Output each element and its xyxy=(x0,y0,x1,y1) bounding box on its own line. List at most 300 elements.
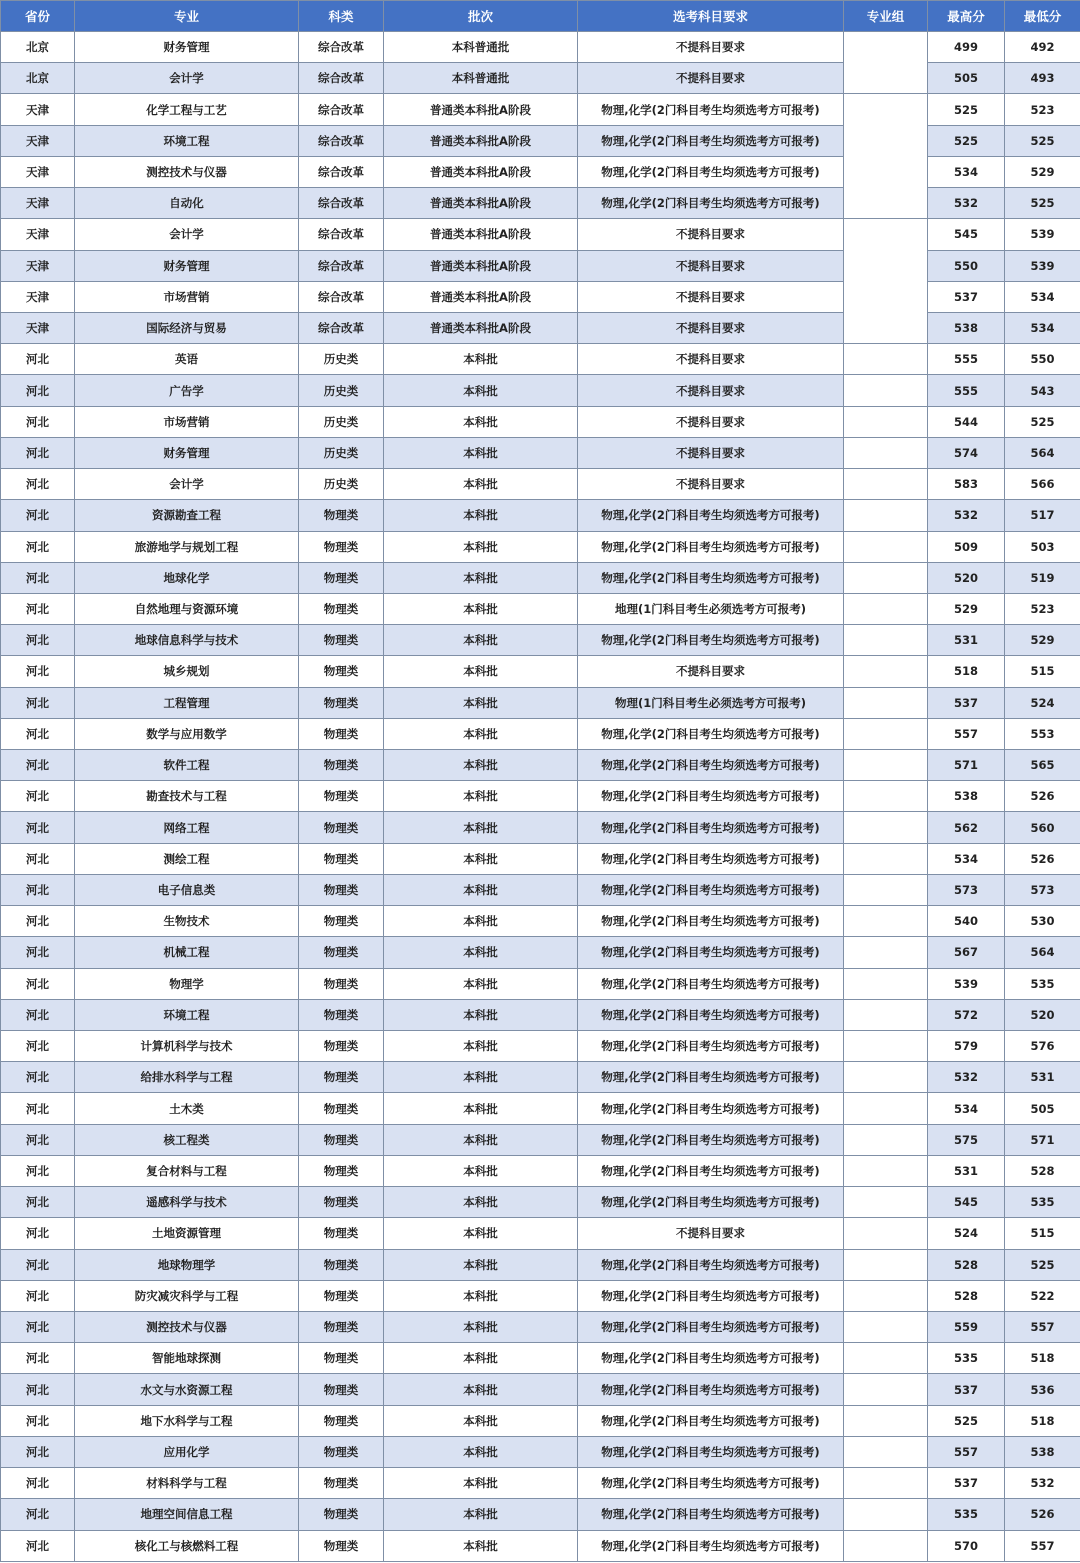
cell-subject-requirement: 不提科目要求 xyxy=(578,469,844,500)
header-min-score: 最低分 xyxy=(1005,1,1080,32)
cell-min-score: 573 xyxy=(1005,874,1080,905)
cell-province: 天津 xyxy=(1,312,75,343)
cell-major: 会计学 xyxy=(75,63,299,94)
cell-subject-requirement: 物理,化学(2门科目考生均须选考方可报考) xyxy=(578,1093,844,1124)
cell-major: 电子信息类 xyxy=(75,874,299,905)
cell-max-score: 567 xyxy=(928,937,1005,968)
cell-batch: 本科批 xyxy=(384,1374,578,1405)
header-province: 省份 xyxy=(1,1,75,32)
cell-subject-requirement: 不提科目要求 xyxy=(578,344,844,375)
cell-max-score: 531 xyxy=(928,625,1005,656)
cell-subject-requirement: 物理,化学(2门科目考生均须选考方可报考) xyxy=(578,1249,844,1280)
cell-min-score: 539 xyxy=(1005,219,1080,250)
cell-category: 综合改革 xyxy=(299,219,384,250)
cell-min-score: 535 xyxy=(1005,968,1080,999)
cell-min-score: 530 xyxy=(1005,906,1080,937)
table-row xyxy=(1,656,1080,687)
cell-batch: 普通类本科批A阶段 xyxy=(384,250,578,281)
cell-major: 自然地理与资源环境 xyxy=(75,593,299,624)
cell-category: 物理类 xyxy=(299,1062,384,1093)
cell-max-score: 534 xyxy=(928,156,1005,187)
cell-batch: 本科普通批 xyxy=(384,63,578,94)
cell-category: 综合改革 xyxy=(299,250,384,281)
cell-subject-requirement: 不提科目要求 xyxy=(578,1218,844,1249)
cell-max-score: 537 xyxy=(928,1468,1005,1499)
cell-batch: 普通类本科批A阶段 xyxy=(384,94,578,125)
cell-major: 化学工程与工艺 xyxy=(75,94,299,125)
cell-major-group xyxy=(844,1499,928,1530)
table-row xyxy=(1,1311,1080,1342)
cell-batch: 本科批 xyxy=(384,781,578,812)
cell-province: 河北 xyxy=(1,437,75,468)
header-major-group: 专业组 xyxy=(844,1,928,32)
cell-major: 软件工程 xyxy=(75,750,299,781)
table-row xyxy=(1,1155,1080,1186)
cell-major: 城乡规划 xyxy=(75,656,299,687)
cell-major-group xyxy=(844,937,928,968)
cell-major: 市场营销 xyxy=(75,406,299,437)
table-row xyxy=(1,999,1080,1030)
cell-category: 综合改革 xyxy=(299,281,384,312)
cell-major: 自动化 xyxy=(75,188,299,219)
cell-major-group xyxy=(844,656,928,687)
cell-batch: 本科批 xyxy=(384,1093,578,1124)
cell-major: 给排水科学与工程 xyxy=(75,1062,299,1093)
cell-min-score: 576 xyxy=(1005,1031,1080,1062)
cell-batch: 本科批 xyxy=(384,406,578,437)
table-row xyxy=(1,1405,1080,1436)
cell-subject-requirement: 物理,化学(2门科目考生均须选考方可报考) xyxy=(578,531,844,562)
cell-major: 广告学 xyxy=(75,375,299,406)
cell-category: 历史类 xyxy=(299,344,384,375)
cell-category: 物理类 xyxy=(299,593,384,624)
cell-min-score: 505 xyxy=(1005,1093,1080,1124)
cell-province: 河北 xyxy=(1,1187,75,1218)
cell-min-score: 564 xyxy=(1005,437,1080,468)
cell-major-group xyxy=(844,1468,928,1499)
cell-max-score: 535 xyxy=(928,1499,1005,1530)
cell-major: 地下水科学与工程 xyxy=(75,1405,299,1436)
cell-major-group xyxy=(844,1093,928,1124)
cell-major: 应用化学 xyxy=(75,1436,299,1467)
cell-subject-requirement: 不提科目要求 xyxy=(578,375,844,406)
cell-province: 北京 xyxy=(1,32,75,63)
cell-subject-requirement: 物理,化学(2门科目考生均须选考方可报考) xyxy=(578,625,844,656)
cell-batch: 本科批 xyxy=(384,625,578,656)
cell-min-score: 532 xyxy=(1005,1468,1080,1499)
cell-subject-requirement: 物理,化学(2门科目考生均须选考方可报考) xyxy=(578,906,844,937)
cell-subject-requirement: 物理,化学(2门科目考生均须选考方可报考) xyxy=(578,750,844,781)
cell-subject-requirement: 不提科目要求 xyxy=(578,32,844,63)
cell-batch: 普通类本科批A阶段 xyxy=(384,281,578,312)
cell-min-score: 539 xyxy=(1005,250,1080,281)
cell-subject-requirement: 物理,化学(2门科目考生均须选考方可报考) xyxy=(578,188,844,219)
cell-batch: 本科批 xyxy=(384,1468,578,1499)
cell-major: 数学与应用数学 xyxy=(75,718,299,749)
cell-province: 河北 xyxy=(1,469,75,500)
cell-batch: 普通类本科批A阶段 xyxy=(384,156,578,187)
cell-subject-requirement: 物理,化学(2门科目考生均须选考方可报考) xyxy=(578,562,844,593)
table-row xyxy=(1,718,1080,749)
cell-major: 土木类 xyxy=(75,1093,299,1124)
cell-batch: 普通类本科批A阶段 xyxy=(384,312,578,343)
cell-major-group xyxy=(844,406,928,437)
cell-subject-requirement: 物理,化学(2门科目考生均须选考方可报考) xyxy=(578,1155,844,1186)
cell-category: 物理类 xyxy=(299,1468,384,1499)
cell-subject-requirement: 物理,化学(2门科目考生均须选考方可报考) xyxy=(578,94,844,125)
cell-min-score: 531 xyxy=(1005,1062,1080,1093)
cell-province: 河北 xyxy=(1,656,75,687)
table-row xyxy=(1,1249,1080,1280)
cell-major: 会计学 xyxy=(75,219,299,250)
cell-category: 历史类 xyxy=(299,375,384,406)
cell-subject-requirement: 物理,化学(2门科目考生均须选考方可报考) xyxy=(578,125,844,156)
cell-min-score: 534 xyxy=(1005,312,1080,343)
header-max-score: 最高分 xyxy=(928,1,1005,32)
cell-major: 地球化学 xyxy=(75,562,299,593)
cell-min-score: 571 xyxy=(1005,1124,1080,1155)
cell-subject-requirement: 不提科目要求 xyxy=(578,406,844,437)
table-row xyxy=(1,593,1080,624)
cell-batch: 本科批 xyxy=(384,1155,578,1186)
cell-max-score: 571 xyxy=(928,750,1005,781)
cell-batch: 本科批 xyxy=(384,562,578,593)
table-row xyxy=(1,687,1080,718)
cell-subject-requirement: 物理,化学(2门科目考生均须选考方可报考) xyxy=(578,1374,844,1405)
cell-batch: 本科批 xyxy=(384,1249,578,1280)
cell-major: 财务管理 xyxy=(75,437,299,468)
cell-batch: 本科批 xyxy=(384,718,578,749)
cell-batch: 本科批 xyxy=(384,1031,578,1062)
cell-major: 计算机科学与技术 xyxy=(75,1031,299,1062)
cell-batch: 本科批 xyxy=(384,1124,578,1155)
cell-major-group xyxy=(844,1405,928,1436)
table-row xyxy=(1,750,1080,781)
cell-category: 物理类 xyxy=(299,750,384,781)
cell-batch: 本科批 xyxy=(384,375,578,406)
cell-major: 物理学 xyxy=(75,968,299,999)
cell-major: 勘查技术与工程 xyxy=(75,781,299,812)
cell-min-score: 528 xyxy=(1005,1155,1080,1186)
cell-province: 天津 xyxy=(1,156,75,187)
cell-province: 河北 xyxy=(1,500,75,531)
cell-max-score: 570 xyxy=(928,1530,1005,1561)
cell-major: 旅游地学与规划工程 xyxy=(75,531,299,562)
cell-max-score: 562 xyxy=(928,812,1005,843)
cell-major: 市场营销 xyxy=(75,281,299,312)
cell-category: 物理类 xyxy=(299,843,384,874)
cell-min-score: 557 xyxy=(1005,1530,1080,1561)
cell-max-score: 555 xyxy=(928,375,1005,406)
cell-max-score: 573 xyxy=(928,874,1005,905)
cell-major: 遥感科学与技术 xyxy=(75,1187,299,1218)
cell-max-score: 555 xyxy=(928,344,1005,375)
table-row xyxy=(1,469,1080,500)
cell-category: 历史类 xyxy=(299,469,384,500)
cell-min-score: 515 xyxy=(1005,656,1080,687)
cell-min-score: 560 xyxy=(1005,812,1080,843)
cell-max-score: 537 xyxy=(928,687,1005,718)
cell-max-score: 538 xyxy=(928,312,1005,343)
cell-province: 河北 xyxy=(1,999,75,1030)
cell-subject-requirement: 不提科目要求 xyxy=(578,281,844,312)
cell-province: 河北 xyxy=(1,1468,75,1499)
cell-max-score: 575 xyxy=(928,1124,1005,1155)
table-row xyxy=(1,843,1080,874)
cell-max-score: 518 xyxy=(928,656,1005,687)
cell-province: 河北 xyxy=(1,1062,75,1093)
cell-category: 物理类 xyxy=(299,1311,384,1342)
header-batch: 批次 xyxy=(384,1,578,32)
cell-batch: 本科批 xyxy=(384,843,578,874)
cell-major-group xyxy=(844,781,928,812)
cell-major: 土地资源管理 xyxy=(75,1218,299,1249)
table-row xyxy=(1,1530,1080,1561)
cell-max-score: 525 xyxy=(928,1405,1005,1436)
cell-batch: 本科批 xyxy=(384,812,578,843)
cell-category: 物理类 xyxy=(299,1093,384,1124)
table-row xyxy=(1,375,1080,406)
cell-max-score: 538 xyxy=(928,781,1005,812)
cell-province: 河北 xyxy=(1,1374,75,1405)
cell-major: 地理空间信息工程 xyxy=(75,1499,299,1530)
cell-max-score: 499 xyxy=(928,32,1005,63)
cell-min-score: 520 xyxy=(1005,999,1080,1030)
cell-batch: 本科批 xyxy=(384,750,578,781)
cell-major-group xyxy=(844,1280,928,1311)
cell-subject-requirement: 物理,化学(2门科目考生均须选考方可报考) xyxy=(578,1280,844,1311)
cell-subject-requirement: 物理,化学(2门科目考生均须选考方可报考) xyxy=(578,999,844,1030)
cell-batch: 本科批 xyxy=(384,1218,578,1249)
cell-major: 资源勘查工程 xyxy=(75,500,299,531)
cell-min-score: 566 xyxy=(1005,469,1080,500)
table-row xyxy=(1,968,1080,999)
cell-category: 物理类 xyxy=(299,625,384,656)
cell-batch: 本科批 xyxy=(384,437,578,468)
table-row xyxy=(1,1218,1080,1249)
cell-batch: 本科批 xyxy=(384,999,578,1030)
cell-batch: 本科批 xyxy=(384,1062,578,1093)
cell-batch: 本科批 xyxy=(384,937,578,968)
cell-subject-requirement: 不提科目要求 xyxy=(578,219,844,250)
cell-province: 河北 xyxy=(1,1155,75,1186)
cell-major: 网络工程 xyxy=(75,812,299,843)
cell-min-score: 550 xyxy=(1005,344,1080,375)
cell-category: 物理类 xyxy=(299,874,384,905)
table-row xyxy=(1,1499,1080,1530)
cell-subject-requirement: 物理,化学(2门科目考生均须选考方可报考) xyxy=(578,968,844,999)
cell-province: 河北 xyxy=(1,1405,75,1436)
table-row xyxy=(1,906,1080,937)
cell-batch: 普通类本科批A阶段 xyxy=(384,188,578,219)
cell-subject-requirement: 地理(1门科目考生必须选考方可报考) xyxy=(578,593,844,624)
table-row xyxy=(1,874,1080,905)
cell-province: 河北 xyxy=(1,1031,75,1062)
cell-province: 河北 xyxy=(1,812,75,843)
cell-min-score: 503 xyxy=(1005,531,1080,562)
cell-min-score: 515 xyxy=(1005,1218,1080,1249)
cell-subject-requirement: 物理,化学(2门科目考生均须选考方可报考) xyxy=(578,812,844,843)
cell-min-score: 492 xyxy=(1005,32,1080,63)
cell-max-score: 534 xyxy=(928,1093,1005,1124)
header-subject-requirement: 选考科目要求 xyxy=(578,1,844,32)
cell-subject-requirement: 物理,化学(2门科目考生均须选考方可报考) xyxy=(578,781,844,812)
cell-subject-requirement: 物理,化学(2门科目考生均须选考方可报考) xyxy=(578,1187,844,1218)
cell-max-score: 545 xyxy=(928,219,1005,250)
cell-batch: 普通类本科批A阶段 xyxy=(384,125,578,156)
cell-major-group xyxy=(844,1530,928,1561)
cell-major-group xyxy=(844,1155,928,1186)
cell-category: 物理类 xyxy=(299,1343,384,1374)
cell-batch: 本科批 xyxy=(384,968,578,999)
table-row xyxy=(1,531,1080,562)
cell-major: 测控技术与仪器 xyxy=(75,156,299,187)
cell-min-score: 557 xyxy=(1005,1311,1080,1342)
cell-min-score: 543 xyxy=(1005,375,1080,406)
cell-subject-requirement: 不提科目要求 xyxy=(578,250,844,281)
cell-major-group xyxy=(844,999,928,1030)
cell-province: 河北 xyxy=(1,1280,75,1311)
cell-category: 物理类 xyxy=(299,687,384,718)
cell-province: 天津 xyxy=(1,281,75,312)
cell-major: 英语 xyxy=(75,344,299,375)
cell-province: 河北 xyxy=(1,843,75,874)
cell-batch: 本科批 xyxy=(384,1343,578,1374)
cell-max-score: 559 xyxy=(928,1311,1005,1342)
table-row xyxy=(1,406,1080,437)
cell-min-score: 519 xyxy=(1005,562,1080,593)
cell-category: 综合改革 xyxy=(299,94,384,125)
table-row xyxy=(1,32,1080,63)
table-row xyxy=(1,219,1080,250)
cell-province: 河北 xyxy=(1,1499,75,1530)
cell-major-group xyxy=(844,1311,928,1342)
cell-major-group xyxy=(844,437,928,468)
cell-category: 历史类 xyxy=(299,437,384,468)
cell-category: 物理类 xyxy=(299,1280,384,1311)
cell-min-score: 529 xyxy=(1005,156,1080,187)
cell-subject-requirement: 物理,化学(2门科目考生均须选考方可报考) xyxy=(578,1031,844,1062)
cell-max-score: 544 xyxy=(928,406,1005,437)
cell-max-score: 532 xyxy=(928,500,1005,531)
cell-major-group xyxy=(844,968,928,999)
cell-max-score: 572 xyxy=(928,999,1005,1030)
cell-major-group xyxy=(844,344,928,375)
cell-max-score: 535 xyxy=(928,1343,1005,1374)
cell-province: 天津 xyxy=(1,94,75,125)
cell-batch: 本科批 xyxy=(384,1499,578,1530)
cell-min-score: 529 xyxy=(1005,625,1080,656)
cell-subject-requirement: 物理,化学(2门科目考生均须选考方可报考) xyxy=(578,1124,844,1155)
cell-category: 物理类 xyxy=(299,1436,384,1467)
cell-min-score: 517 xyxy=(1005,500,1080,531)
cell-major: 财务管理 xyxy=(75,250,299,281)
cell-province: 河北 xyxy=(1,344,75,375)
cell-category: 物理类 xyxy=(299,937,384,968)
cell-province: 河北 xyxy=(1,781,75,812)
table-row xyxy=(1,562,1080,593)
table-row xyxy=(1,1468,1080,1499)
cell-province: 河北 xyxy=(1,1249,75,1280)
cell-min-score: 553 xyxy=(1005,718,1080,749)
cell-category: 物理类 xyxy=(299,1374,384,1405)
cell-max-score: 557 xyxy=(928,1436,1005,1467)
cell-max-score: 505 xyxy=(928,63,1005,94)
cell-category: 物理类 xyxy=(299,1530,384,1561)
cell-category: 综合改革 xyxy=(299,188,384,219)
cell-major-group xyxy=(844,1187,928,1218)
cell-province: 河北 xyxy=(1,1218,75,1249)
cell-major-group xyxy=(844,219,928,344)
cell-min-score: 536 xyxy=(1005,1374,1080,1405)
cell-max-score: 520 xyxy=(928,562,1005,593)
cell-max-score: 525 xyxy=(928,94,1005,125)
cell-major-group xyxy=(844,593,928,624)
cell-major: 防灾减灾科学与工程 xyxy=(75,1280,299,1311)
cell-min-score: 526 xyxy=(1005,781,1080,812)
cell-major: 材料科学与工程 xyxy=(75,1468,299,1499)
cell-province: 河北 xyxy=(1,718,75,749)
cell-max-score: 509 xyxy=(928,531,1005,562)
cell-major: 测控技术与仪器 xyxy=(75,1311,299,1342)
cell-category: 物理类 xyxy=(299,500,384,531)
cell-province: 北京 xyxy=(1,63,75,94)
cell-major: 测绘工程 xyxy=(75,843,299,874)
cell-major-group xyxy=(844,375,928,406)
cell-batch: 本科批 xyxy=(384,344,578,375)
cell-province: 天津 xyxy=(1,250,75,281)
cell-province: 河北 xyxy=(1,593,75,624)
cell-category: 物理类 xyxy=(299,1249,384,1280)
cell-subject-requirement: 不提科目要求 xyxy=(578,312,844,343)
cell-category: 物理类 xyxy=(299,1031,384,1062)
cell-province: 河北 xyxy=(1,1093,75,1124)
cell-subject-requirement: 物理,化学(2门科目考生均须选考方可报考) xyxy=(578,500,844,531)
table-row xyxy=(1,1124,1080,1155)
cell-min-score: 518 xyxy=(1005,1343,1080,1374)
cell-max-score: 534 xyxy=(928,843,1005,874)
cell-major: 智能地球探测 xyxy=(75,1343,299,1374)
cell-batch: 本科批 xyxy=(384,1311,578,1342)
cell-max-score: 529 xyxy=(928,593,1005,624)
cell-batch: 本科批 xyxy=(384,1530,578,1561)
cell-batch: 本科批 xyxy=(384,1187,578,1218)
cell-major-group xyxy=(844,1062,928,1093)
cell-max-score: 528 xyxy=(928,1280,1005,1311)
cell-batch: 本科批 xyxy=(384,1436,578,1467)
cell-province: 天津 xyxy=(1,219,75,250)
cell-category: 综合改革 xyxy=(299,156,384,187)
cell-major-group xyxy=(844,531,928,562)
cell-subject-requirement: 物理,化学(2门科目考生均须选考方可报考) xyxy=(578,1468,844,1499)
header-major: 专业 xyxy=(75,1,299,32)
cell-province: 河北 xyxy=(1,750,75,781)
cell-province: 河北 xyxy=(1,375,75,406)
cell-major: 工程管理 xyxy=(75,687,299,718)
cell-batch: 本科普通批 xyxy=(384,32,578,63)
cell-major-group xyxy=(844,625,928,656)
cell-max-score: 583 xyxy=(928,469,1005,500)
cell-province: 河北 xyxy=(1,625,75,656)
cell-category: 物理类 xyxy=(299,562,384,593)
table-row xyxy=(1,437,1080,468)
cell-max-score: 574 xyxy=(928,437,1005,468)
cell-min-score: 524 xyxy=(1005,687,1080,718)
cell-max-score: 528 xyxy=(928,1249,1005,1280)
cell-category: 物理类 xyxy=(299,1499,384,1530)
table-row xyxy=(1,1374,1080,1405)
cell-category: 物理类 xyxy=(299,906,384,937)
